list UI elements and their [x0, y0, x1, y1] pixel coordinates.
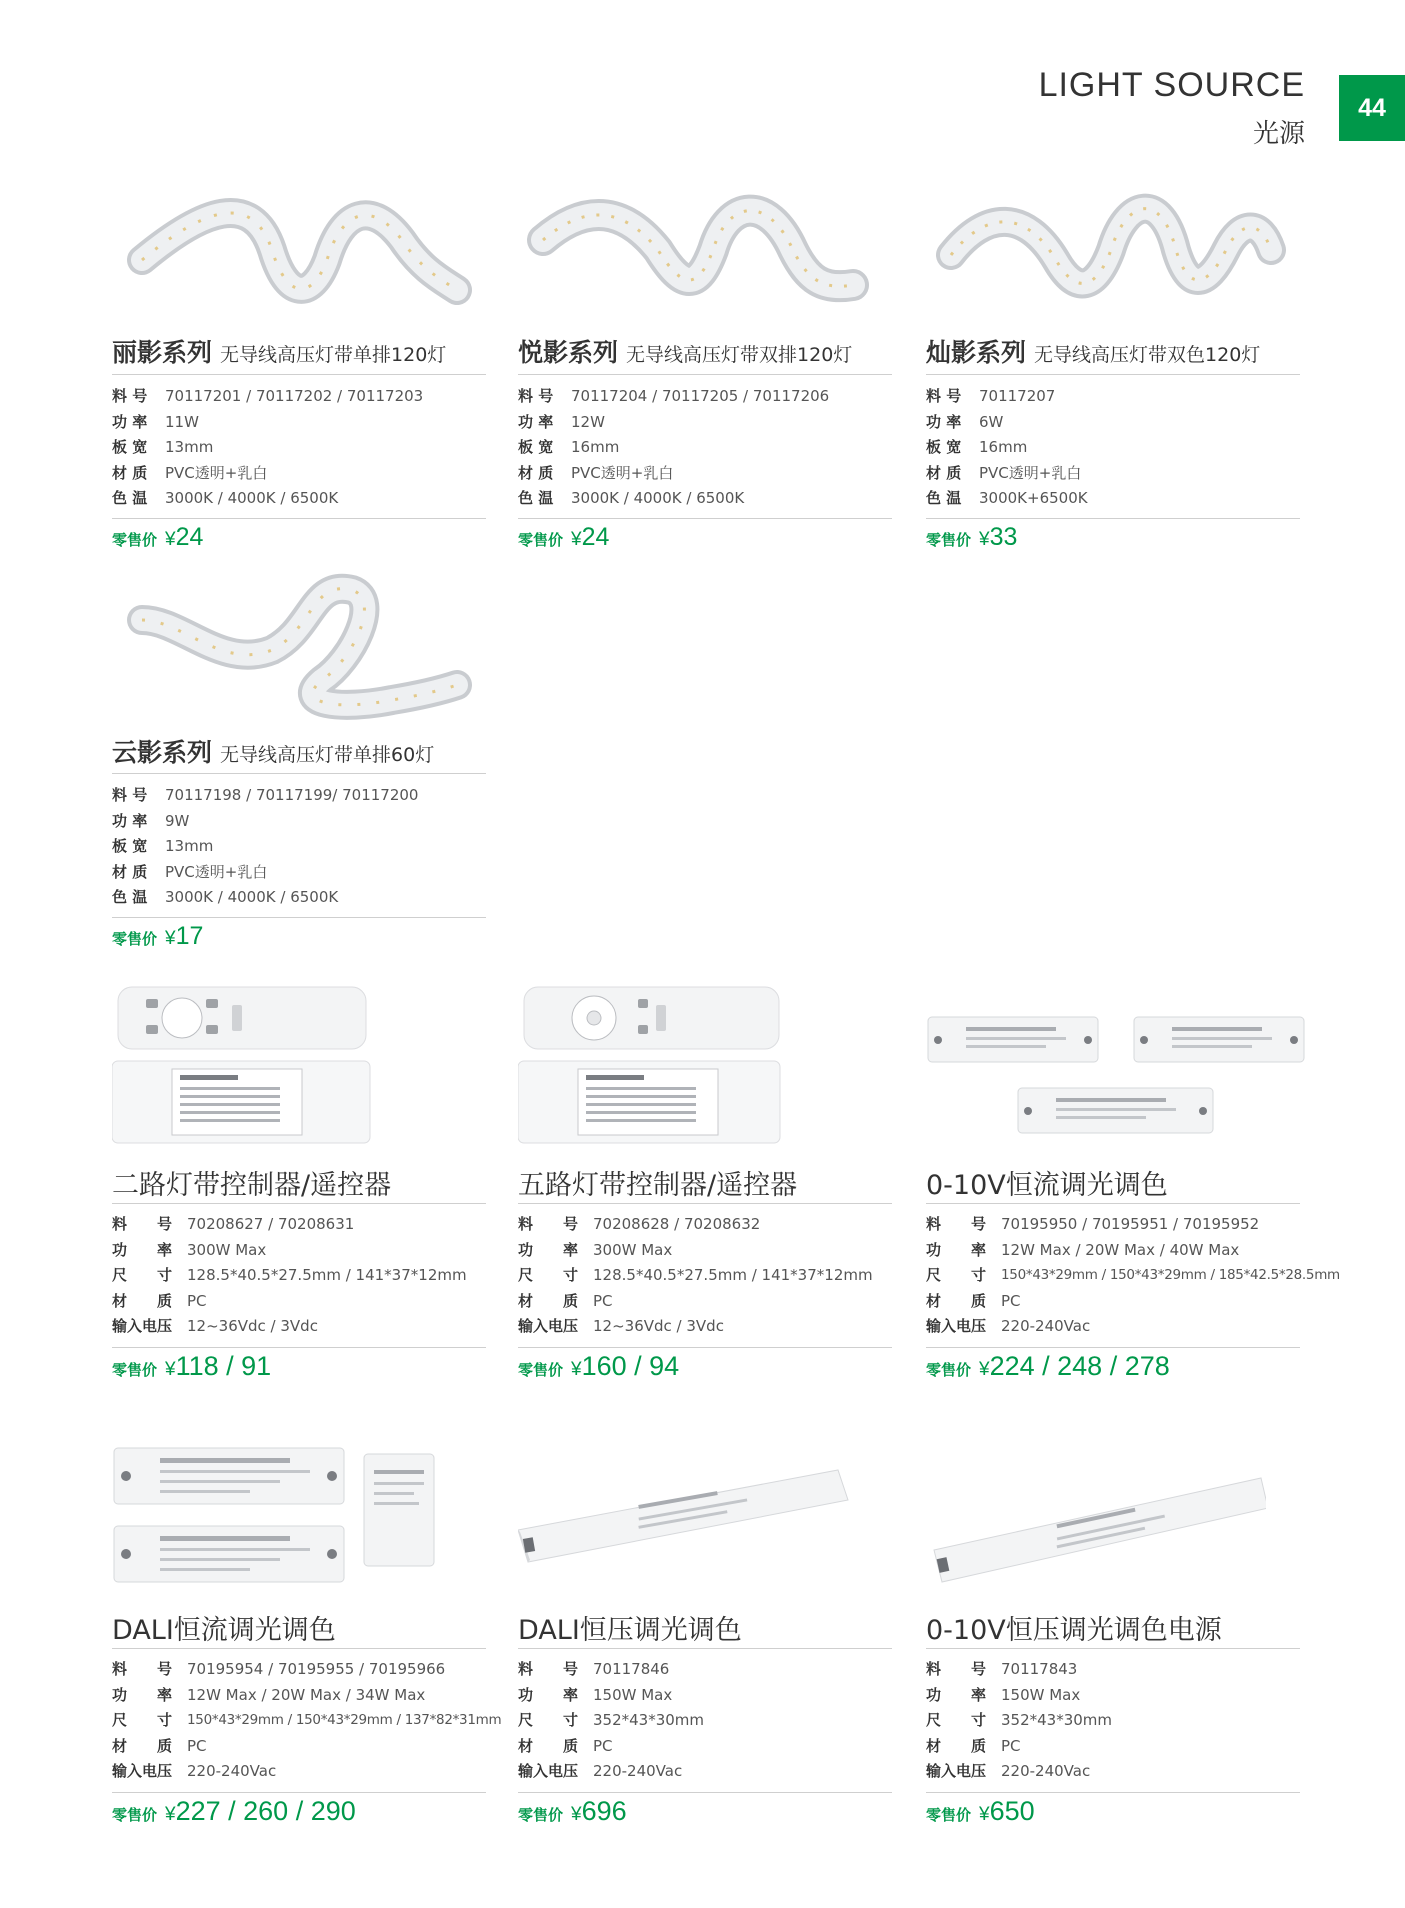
- spec-label: 色 温: [112, 888, 148, 906]
- product-title: [518, 333, 922, 369]
- spec-label: 色 温: [518, 489, 554, 507]
- spec-label: 材 质: [112, 1291, 173, 1310]
- spec-row: [518, 1657, 922, 1683]
- spec-label: 输入电压: [518, 1317, 579, 1335]
- driver-image: [518, 1440, 922, 1590]
- spec-list: [926, 1657, 1330, 1785]
- board-width-value: 16mm: [571, 438, 620, 456]
- part-no-value: 70117843: [1001, 1660, 1078, 1678]
- size-value: 150*43*29mm / 150*43*29mm / 185*42.5*28.5mm: [1001, 1267, 1340, 1283]
- spec-label: 料 号: [112, 1660, 173, 1678]
- price-value: 17: [175, 922, 204, 950]
- retail-price: [926, 1796, 1035, 1827]
- color-temp-value: 3000K / 4000K / 6500K: [571, 489, 745, 507]
- spec-row: [518, 384, 922, 410]
- price-label: 零售价: [518, 1361, 564, 1379]
- spec-list: [518, 1657, 922, 1785]
- yen-symbol: ¥: [979, 1359, 990, 1380]
- spec-label: 尺 寸: [926, 1266, 987, 1284]
- spec-label: 材 质: [112, 1736, 173, 1755]
- product-series: 云影系列: [112, 738, 213, 767]
- spec-row: [926, 384, 1330, 410]
- input-voltage-value: 220-240Vac: [1001, 1317, 1091, 1335]
- price-value: 227 / 260 / 290: [175, 1796, 356, 1826]
- spec-row: [112, 834, 516, 860]
- product-series: 灿影系列: [926, 338, 1027, 367]
- yen-symbol: ¥: [571, 1359, 582, 1380]
- divider: [926, 1203, 1300, 1204]
- product-title: [926, 333, 1330, 369]
- divider: [926, 1347, 1300, 1348]
- spec-row: [926, 1238, 1330, 1264]
- spec-list: [926, 384, 1330, 512]
- spec-label: 功 率: [518, 1240, 579, 1259]
- power-value: 9W: [165, 811, 190, 830]
- controller-remote-image: [112, 985, 516, 1145]
- spec-row: [112, 486, 516, 512]
- power-value: 150W Max: [1001, 1685, 1081, 1704]
- spec-row: [112, 461, 516, 487]
- power-value: 12W Max / 20W Max / 34W Max: [187, 1685, 426, 1704]
- input-voltage-value: 220-240Vac: [593, 1762, 683, 1780]
- price-value: 650: [989, 1796, 1035, 1826]
- spec-label: 料 号: [112, 786, 148, 804]
- spec-row: [926, 1759, 1330, 1785]
- spec-row: [518, 1212, 922, 1238]
- material-value: PVC透明+乳白: [571, 463, 674, 482]
- yen-symbol: ¥: [165, 529, 176, 550]
- power-value: 300W Max: [593, 1240, 673, 1259]
- spec-row: [112, 1657, 516, 1683]
- product-title: [112, 333, 516, 369]
- price-label: 零售价: [518, 1806, 564, 1824]
- board-width-value: 16mm: [979, 438, 1028, 456]
- spec-list: [112, 783, 516, 911]
- material-value: PC: [1001, 1736, 1021, 1755]
- input-voltage-value: 220-240Vac: [1001, 1762, 1091, 1780]
- price-label: 零售价: [112, 1806, 158, 1824]
- retail-price: [112, 1351, 271, 1382]
- spec-row: [112, 1734, 516, 1760]
- material-value: PC: [187, 1291, 207, 1310]
- power-value: 150W Max: [593, 1685, 673, 1704]
- input-voltage-value: 12~36Vdc / 3Vdc: [593, 1317, 724, 1335]
- retail-price: [112, 523, 203, 552]
- product-desc: 无导线高压灯带双色120灯: [1034, 344, 1261, 366]
- material-value: PC: [593, 1291, 613, 1310]
- spec-label: 功 率: [518, 412, 554, 431]
- spec-label: 板 宽: [518, 438, 554, 456]
- spec-label: 尺 寸: [926, 1711, 987, 1729]
- controller-remote-image: [518, 985, 922, 1145]
- spec-row: [926, 1314, 1330, 1340]
- spec-list: [926, 1212, 1340, 1340]
- spec-row: [518, 1263, 922, 1289]
- spec-row: [112, 809, 516, 835]
- part-no-value: 70117207: [979, 387, 1056, 405]
- product-title: DALI恒压调光调色: [518, 1615, 742, 1646]
- part-no-value: 70195954 / 70195955 / 70195966: [187, 1660, 446, 1678]
- retail-price: [518, 1351, 679, 1382]
- spec-row: [112, 885, 516, 911]
- spec-label: 料 号: [518, 387, 554, 405]
- spec-label: 材 质: [926, 1291, 987, 1310]
- divider: [112, 374, 486, 375]
- size-value: 352*43*30mm: [1001, 1711, 1113, 1729]
- spec-label: 输入电压: [112, 1762, 173, 1780]
- board-width-value: 13mm: [165, 837, 214, 855]
- retail-price: [926, 523, 1017, 552]
- spec-label: 料 号: [112, 387, 148, 405]
- spec-row: [112, 1708, 516, 1734]
- material-value: PVC透明+乳白: [979, 463, 1082, 482]
- spec-row: [926, 1708, 1330, 1734]
- part-no-value: 70117204 / 70117205 / 70117206: [571, 387, 830, 405]
- spec-label: 输入电压: [926, 1317, 987, 1335]
- spec-list: [112, 384, 516, 512]
- spec-row: [518, 1683, 922, 1709]
- color-temp-value: 3000K / 4000K / 6500K: [165, 888, 339, 906]
- spec-row: [112, 1263, 516, 1289]
- product-title: 0-10V恒压调光调色电源: [926, 1615, 1222, 1646]
- divider: [518, 1648, 892, 1649]
- power-value: 11W: [165, 412, 199, 431]
- product-title: [112, 733, 516, 769]
- spec-row: [112, 384, 516, 410]
- price-label: 零售价: [518, 531, 564, 549]
- spec-row: [926, 1734, 1330, 1760]
- spec-label: 功 率: [926, 1685, 987, 1704]
- retail-price: [518, 523, 609, 552]
- divider: [112, 1347, 486, 1348]
- divider: [926, 1648, 1300, 1649]
- yen-symbol: ¥: [571, 529, 582, 550]
- spec-label: 料 号: [926, 1215, 987, 1233]
- part-no-value: 70208627 / 70208631: [187, 1215, 355, 1233]
- price-label: 零售价: [926, 1806, 972, 1824]
- spec-row: [112, 1683, 516, 1709]
- product-title: 五路灯带控制器/遥控器: [518, 1170, 798, 1201]
- spec-label: 材 质: [112, 463, 148, 482]
- spec-row: [926, 1289, 1330, 1315]
- part-no-value: 70208628 / 70208632: [593, 1215, 761, 1233]
- spec-row: [926, 1657, 1330, 1683]
- spec-label: 功 率: [112, 811, 148, 830]
- spec-label: 材 质: [112, 862, 148, 881]
- spec-row: [112, 1759, 516, 1785]
- power-value: 12W: [571, 412, 605, 431]
- spec-label: 料 号: [112, 1215, 173, 1233]
- spec-row: [926, 435, 1330, 461]
- spec-label: 色 温: [112, 489, 148, 507]
- spec-list: [518, 384, 922, 512]
- spec-row: [926, 1683, 1330, 1709]
- price-value: 160 / 94: [581, 1351, 680, 1381]
- spec-list: [112, 1657, 516, 1785]
- spec-label: 材 质: [518, 463, 554, 482]
- section-title-en: LIGHT SOURCE: [1038, 66, 1305, 104]
- spec-label: 尺 寸: [518, 1711, 579, 1729]
- page-number-tab: 44: [1339, 75, 1405, 141]
- divider: [112, 773, 486, 774]
- spec-row: [112, 860, 516, 886]
- spec-label: 功 率: [926, 412, 962, 431]
- board-width-value: 13mm: [165, 438, 214, 456]
- spec-row: [112, 435, 516, 461]
- yen-symbol: ¥: [571, 1804, 582, 1825]
- price-value: 24: [175, 523, 204, 551]
- led-strip-image: [926, 180, 1330, 315]
- spec-row: [112, 1238, 516, 1264]
- spec-label: 料 号: [926, 387, 962, 405]
- product-desc: 无导线高压灯带单排120灯: [220, 344, 447, 366]
- spec-label: 板 宽: [112, 438, 148, 456]
- spec-label: 板 宽: [926, 438, 962, 456]
- spec-row: [926, 461, 1330, 487]
- spec-label: 功 率: [112, 412, 148, 431]
- color-temp-value: 3000K / 4000K / 6500K: [165, 489, 339, 507]
- spec-label: 功 率: [112, 1685, 173, 1704]
- spec-label: 材 质: [926, 1736, 987, 1755]
- divider: [112, 917, 486, 918]
- price-value: 33: [989, 523, 1018, 551]
- size-value: 128.5*40.5*27.5mm / 141*37*12mm: [593, 1266, 873, 1284]
- divider: [112, 1648, 486, 1649]
- spec-row: [112, 1212, 516, 1238]
- power-value: 6W: [979, 412, 1004, 431]
- input-voltage-value: 12~36Vdc / 3Vdc: [187, 1317, 318, 1335]
- spec-label: 料 号: [926, 1660, 987, 1678]
- divider: [518, 1347, 892, 1348]
- price-label: 零售价: [112, 1361, 158, 1379]
- spec-label: 尺 寸: [112, 1711, 173, 1729]
- size-value: 150*43*29mm / 150*43*29mm / 137*82*31mm: [187, 1712, 502, 1728]
- spec-row: [518, 1759, 922, 1785]
- price-value: 224 / 248 / 278: [989, 1351, 1170, 1381]
- spec-row: [112, 1289, 516, 1315]
- retail-price: [112, 922, 203, 951]
- part-no-value: 70117201 / 70117202 / 70117203: [165, 387, 424, 405]
- product-series: 悦影系列: [518, 338, 619, 367]
- product-title: 0-10V恒流调光调色: [926, 1170, 1168, 1201]
- spec-label: 功 率: [926, 1240, 987, 1259]
- price-label: 零售价: [112, 930, 158, 948]
- spec-list: [518, 1212, 922, 1340]
- part-no-value: 70117198 / 70117199/ 70117200: [165, 786, 419, 804]
- spec-row: [518, 1734, 922, 1760]
- spec-label: 板 宽: [112, 837, 148, 855]
- price-value: 118 / 91: [175, 1351, 272, 1381]
- spec-row: [518, 435, 922, 461]
- price-value: 696: [581, 1796, 627, 1826]
- spec-label: 材 质: [518, 1291, 579, 1310]
- divider: [926, 1792, 1300, 1793]
- price-value: 24: [581, 523, 610, 551]
- spec-label: 输入电压: [518, 1762, 579, 1780]
- divider: [926, 518, 1300, 519]
- divider: [518, 518, 892, 519]
- spec-list: [112, 1212, 516, 1340]
- spec-row: [518, 1708, 922, 1734]
- spec-row: [926, 1263, 1340, 1289]
- yen-symbol: ¥: [165, 1359, 176, 1380]
- driver-image: [112, 1440, 516, 1590]
- product-desc: 无导线高压灯带双排120灯: [626, 344, 853, 366]
- spec-label: 料 号: [518, 1660, 579, 1678]
- material-value: PVC透明+乳白: [165, 463, 268, 482]
- spec-label: 功 率: [112, 1240, 173, 1259]
- spec-label: 色 温: [926, 489, 962, 507]
- product-title: 二路灯带控制器/遥控器: [112, 1170, 392, 1201]
- input-voltage-value: 220-240Vac: [187, 1762, 277, 1780]
- part-no-value: 70195950 / 70195951 / 70195952: [1001, 1215, 1260, 1233]
- spec-label: 尺 寸: [518, 1266, 579, 1284]
- product-desc: 无导线高压灯带单排60灯: [220, 744, 435, 766]
- material-value: PVC透明+乳白: [165, 862, 268, 881]
- power-value: 12W Max / 20W Max / 40W Max: [1001, 1240, 1240, 1259]
- spec-label: 材 质: [926, 463, 962, 482]
- led-strip-image: [112, 570, 516, 720]
- material-value: PC: [593, 1736, 613, 1755]
- product-title: DALI恒流调光调色: [112, 1615, 336, 1646]
- driver-image: [926, 1440, 1330, 1590]
- product-series: 丽影系列: [112, 338, 213, 367]
- spec-row: [112, 783, 516, 809]
- retail-price: [518, 1796, 627, 1827]
- spec-label: 输入电压: [926, 1762, 987, 1780]
- part-no-value: 70117846: [593, 1660, 670, 1678]
- color-temp-value: 3000K+6500K: [979, 489, 1088, 507]
- divider: [112, 1203, 486, 1204]
- divider: [518, 1792, 892, 1793]
- spec-row: [518, 1314, 922, 1340]
- price-label: 零售价: [926, 531, 972, 549]
- retail-price: [926, 1351, 1170, 1382]
- spec-label: 材 质: [518, 1736, 579, 1755]
- divider: [926, 374, 1300, 375]
- yen-symbol: ¥: [979, 529, 990, 550]
- spec-row: [518, 486, 922, 512]
- spec-row: [926, 410, 1330, 436]
- divider: [112, 518, 486, 519]
- yen-symbol: ¥: [165, 928, 176, 949]
- spec-label: 输入电压: [112, 1317, 173, 1335]
- material-value: PC: [1001, 1291, 1021, 1310]
- driver-image: [926, 985, 1330, 1145]
- led-strip-image: [112, 180, 516, 315]
- spec-row: [112, 1314, 516, 1340]
- price-label: 零售价: [112, 531, 158, 549]
- spec-row: [926, 486, 1330, 512]
- spec-row: [518, 461, 922, 487]
- section-title-cn: 光源: [1252, 119, 1305, 149]
- spec-label: 料 号: [518, 1215, 579, 1233]
- spec-label: 功 率: [518, 1685, 579, 1704]
- size-value: 352*43*30mm: [593, 1711, 705, 1729]
- spec-row: [518, 410, 922, 436]
- retail-price: [112, 1796, 356, 1827]
- power-value: 300W Max: [187, 1240, 267, 1259]
- spec-row: [518, 1238, 922, 1264]
- price-label: 零售价: [926, 1361, 972, 1379]
- spec-row: [518, 1289, 922, 1315]
- yen-symbol: ¥: [979, 1804, 990, 1825]
- led-strip-image: [518, 180, 922, 315]
- divider: [112, 1792, 486, 1793]
- divider: [518, 374, 892, 375]
- spec-label: 尺 寸: [112, 1266, 173, 1284]
- yen-symbol: ¥: [165, 1804, 176, 1825]
- spec-row: [112, 410, 516, 436]
- divider: [518, 1203, 892, 1204]
- spec-row: [926, 1212, 1330, 1238]
- material-value: PC: [187, 1736, 207, 1755]
- size-value: 128.5*40.5*27.5mm / 141*37*12mm: [187, 1266, 467, 1284]
